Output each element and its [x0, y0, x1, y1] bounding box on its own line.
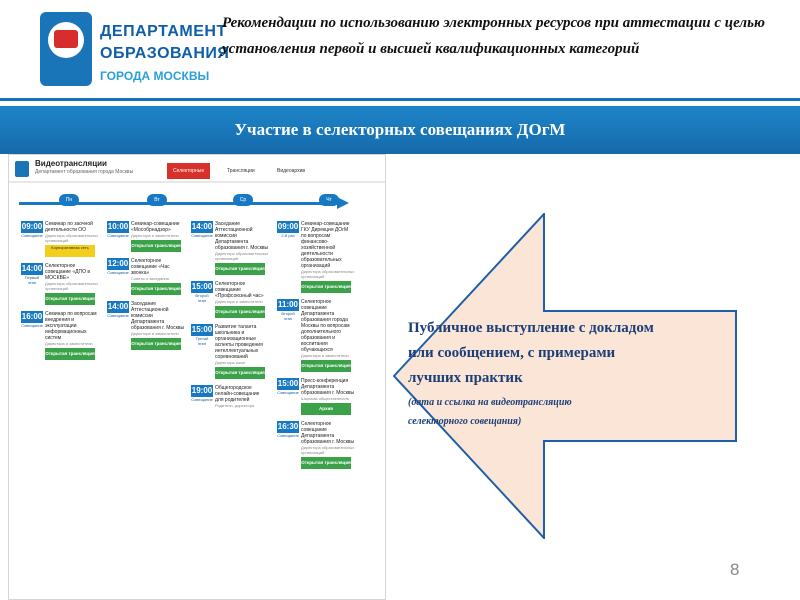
- event-title[interactable]: Общегородское онлайн-совещание для родителей: [215, 385, 260, 403]
- event-time: 09:00: [21, 222, 43, 231]
- event-audience: Родители, директора: [215, 403, 255, 408]
- event-time: 10:00: [107, 222, 129, 231]
- event-title[interactable]: Заседание Аттестационной комиссии Департамента образования г. Москвы: [215, 221, 269, 251]
- event-audience: Директора образовательных организаций: [45, 233, 99, 243]
- open-broadcast-button[interactable]: Открытая трансляция: [45, 293, 95, 305]
- event-time: 15:00: [191, 282, 213, 291]
- event-title[interactable]: Селекторное совещание «Профсоюзный час»: [215, 281, 264, 299]
- event-tag: Совещание: [107, 270, 129, 275]
- header-divider: [0, 98, 800, 101]
- emblem-icon: [40, 12, 92, 86]
- schedule-event: [191, 281, 269, 318]
- event-time: 19:00: [191, 386, 213, 395]
- schedule-event: [107, 301, 185, 350]
- schedule-event: [277, 421, 355, 469]
- schedule-column-tue: [107, 221, 185, 356]
- event-tag: Второй этап: [281, 311, 295, 321]
- schedule-event: [21, 263, 99, 305]
- department-logo: [40, 10, 230, 88]
- event-tag: Совещание: [107, 233, 129, 238]
- event-tag: Совещание: [21, 323, 43, 328]
- callout-note: [408, 393, 748, 431]
- event-audience: Директора образовательных организаций: [301, 445, 355, 455]
- event-tag: Второй этап: [195, 293, 209, 303]
- event-title[interactable]: Семинар-совещание «Мособрнадзор»: [131, 221, 180, 233]
- day-label: Чт: [319, 194, 339, 206]
- event-tag: Третий этап: [195, 336, 209, 346]
- event-title[interactable]: Селекторное совещание «ДПО в МОСКВЕ»: [45, 263, 91, 281]
- callout-text: [408, 316, 748, 431]
- schedule-event: [191, 385, 269, 409]
- schedule-column-wed: [191, 221, 269, 415]
- open-broadcast-button[interactable]: Открытая трансляция: [131, 240, 181, 252]
- event-time: 16:00: [21, 312, 43, 321]
- event-title[interactable]: Заседание Аттестационной комиссии Департамента образования г. Москвы: [131, 301, 185, 331]
- day-label: Вт: [147, 194, 167, 206]
- schedule-event: [21, 311, 99, 360]
- screenshot-app-subtitle: Департамент образования города Москвы: [35, 169, 134, 175]
- callout-line-1: Публичное выступление с докладом: [408, 320, 654, 336]
- event-time: 14:00: [191, 222, 213, 231]
- day-label: Пн: [59, 194, 79, 206]
- event-time: 15:00: [277, 379, 299, 388]
- schedule-column-mon: [21, 221, 99, 366]
- schedule-event: [191, 221, 269, 275]
- event-tag: Совещание: [107, 313, 129, 318]
- event-title[interactable]: Развитие таланта школьника и организационные аспекты проведения интеллектуальных соревнований: [215, 324, 263, 360]
- event-audience: Директора образовательных организаций: [215, 251, 269, 261]
- event-audience: Директора и заместители: [45, 341, 93, 346]
- open-broadcast-button[interactable]: Открытая трансляция: [301, 457, 351, 469]
- open-broadcast-button[interactable]: Открытая трансляция: [131, 283, 181, 295]
- event-audience: Широкая общественность: [301, 396, 350, 401]
- event-tag: Совещание: [277, 433, 299, 438]
- event-tag: Первый этап: [24, 275, 40, 285]
- schedule-column-thu: [277, 221, 355, 475]
- event-audience: Директора и заместители: [301, 353, 349, 358]
- logo-line-1: ДЕПАРТАМЕНТ: [100, 23, 227, 40]
- schedule-event: [277, 378, 355, 415]
- open-broadcast-button[interactable]: Открытая трансляция: [215, 367, 265, 379]
- site-logo-icon: [15, 161, 29, 177]
- slide-title: Рекомендации по использованию электронных ресурсов при аттестации с целью установления первой и высшей квалификационных категорий: [222, 15, 765, 57]
- page-number: 8: [730, 560, 740, 579]
- schedule-event: [21, 221, 99, 257]
- event-time: 09:00: [277, 222, 299, 231]
- tab-broadcasts[interactable]: Трансляции: [227, 168, 255, 174]
- corporate-network-badge: Корпоративная сеть: [45, 245, 95, 257]
- event-tag: Совещание: [191, 233, 213, 238]
- event-time: 15:00: [191, 325, 213, 334]
- screenshot-app-title: Видеотрансляции: [35, 159, 107, 168]
- callout-note-line-1: (дата и ссылка на видеотрансляцию: [408, 397, 572, 408]
- week-timeline: [19, 199, 349, 207]
- event-title[interactable]: Селекторное совещание Департамента образования г. Москвы: [301, 421, 355, 445]
- schedule-event: [107, 221, 185, 252]
- event-title[interactable]: Семинар по вопросам внедрения и эксплуатации информационных систем: [45, 311, 97, 341]
- section-banner: Участие в селекторных совещаниях ДОгМ: [0, 106, 800, 154]
- schedule-event: [277, 299, 355, 372]
- event-audience: Директора и заместители: [131, 331, 179, 336]
- callout-note-line-2: селекторного совещания): [408, 416, 522, 427]
- tab-video-archive[interactable]: Видеоархив: [277, 168, 306, 174]
- open-broadcast-button[interactable]: Архив: [301, 403, 351, 415]
- event-title[interactable]: Пресс-конференция Департамента образования г. Москвы: [301, 378, 355, 396]
- callout-line-2: или сообщением, с примерами: [408, 345, 616, 361]
- event-title[interactable]: Семинар по заочной деятельности ОО: [45, 221, 93, 233]
- open-broadcast-button[interactable]: Открытая трансляция: [301, 281, 351, 293]
- open-broadcast-button[interactable]: Открытая трансляция: [131, 338, 181, 350]
- event-title[interactable]: Селекторное совещание Департамента образования города Москвы по вопросам дополнительного образования и воспитания обучающихся: [301, 299, 350, 353]
- screenshot-header: [9, 155, 386, 183]
- event-time: 14:00: [21, 264, 43, 273]
- event-time: 12:00: [107, 259, 129, 268]
- schedule-event: [107, 258, 185, 295]
- event-title[interactable]: Семинар-совещание ГКУ Дирекция ДОгМ по вопросам финансово-хозяйственной деятельности образовательных организаций: [301, 221, 350, 269]
- event-tag: Совещание: [191, 397, 213, 402]
- open-broadcast-button[interactable]: Открытая трансляция: [301, 360, 351, 372]
- event-audience: Директора и заместители: [131, 233, 179, 238]
- schedule-event: [191, 324, 269, 379]
- event-audience: Директора школ: [215, 360, 246, 365]
- event-audience: Директора образовательных организаций: [301, 269, 355, 279]
- open-broadcast-button[interactable]: Открытая трансляция: [45, 348, 95, 360]
- schedule-screenshot: [8, 154, 386, 600]
- schedule-event: [277, 221, 355, 293]
- event-audience: Директора образовательных организаций: [45, 281, 99, 291]
- event-time: 14:00: [107, 302, 129, 311]
- event-time: 16:30: [277, 422, 299, 431]
- logo-line-3: ГОРОДА МОСКВЫ: [100, 69, 210, 83]
- open-broadcast-button[interactable]: Открытая трансляция: [215, 306, 265, 318]
- event-time: 11:00: [277, 300, 299, 309]
- logo-line-2: ОБРАЗОВАНИЯ: [100, 45, 230, 62]
- callout-line-3: лучших практик: [408, 370, 523, 386]
- event-audience: Директора и заместители: [215, 299, 263, 304]
- open-broadcast-button[interactable]: Открытая трансляция: [215, 263, 265, 275]
- event-audience: Советы и заседания: [131, 276, 169, 281]
- day-label: Ср: [233, 194, 253, 206]
- event-tag: Совещание: [21, 233, 43, 238]
- tab-selectors[interactable]: Селекторные: [167, 163, 210, 179]
- event-tag: 2-й раз: [281, 233, 295, 238]
- event-title[interactable]: Селекторное совещание «Час звонка»: [131, 258, 170, 276]
- event-tag: Совещание: [277, 390, 299, 395]
